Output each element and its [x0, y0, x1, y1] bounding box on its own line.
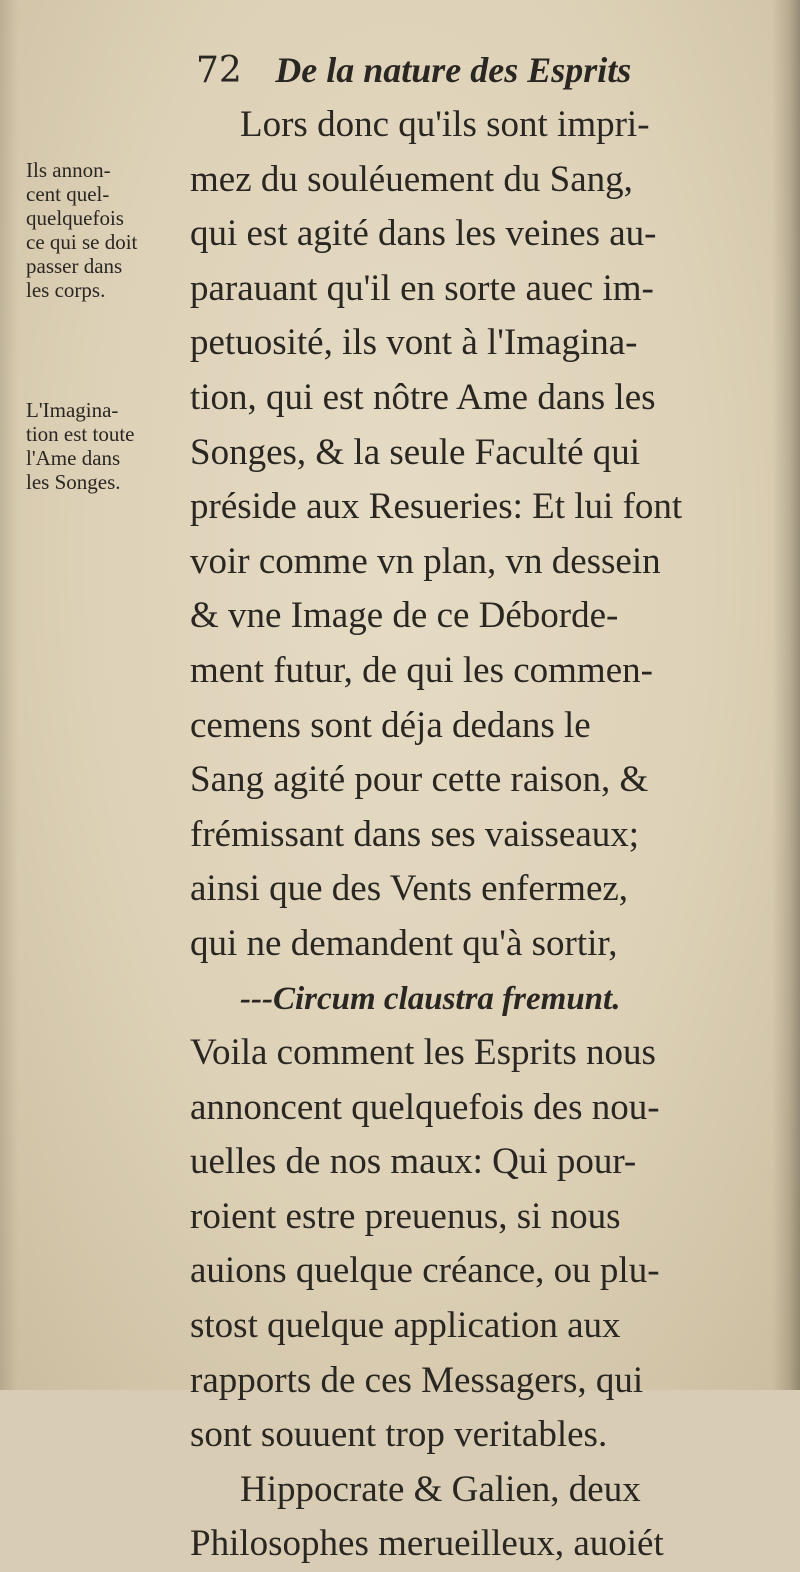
text-line: Lors donc qu'ils sont impri-	[240, 104, 650, 145]
text-line: stost quelque application aux	[190, 1305, 621, 1347]
text-line: Sang agité pour cette raison, &	[190, 759, 649, 801]
text-line: rapports de ces Messagers, qui	[190, 1359, 644, 1401]
running-title: De la nature des Esprits	[275, 50, 632, 90]
margin-note-line: les corps.	[26, 278, 106, 302]
margin-note-2	[26, 398, 196, 494]
text-line: Hippocrate & Galien, deux	[240, 1468, 641, 1510]
text-line: Songes, & la seule Faculté qui	[190, 431, 641, 473]
margin-note-line: quelquefois	[26, 206, 124, 230]
text-line: petuosité, ils vont à l'Imagina-	[190, 322, 638, 364]
text-line: cemens sont déja dedans le	[190, 704, 591, 746]
text-line: auions quelque créance, ou plu-	[190, 1250, 660, 1292]
text-line: ainsi que des Vents enfermez,	[190, 868, 629, 910]
text-line: qui est agité dans les veines au-	[190, 213, 657, 255]
text-line: annoncent quelquefois des nou-	[190, 1086, 660, 1128]
page-shadow-left	[0, 0, 18, 1390]
running-header	[196, 44, 756, 96]
margin-note-line: passer dans	[26, 254, 123, 278]
text-line: sont souuent trop veritables.	[190, 1414, 608, 1456]
text-line: voir comme vn plan, vn dessein	[190, 540, 661, 582]
margin-note-line: L'Imagina-	[26, 398, 119, 422]
text-line: frémissant dans ses vaisseaux;	[190, 813, 640, 855]
margin-note-line: ce qui se doit	[26, 230, 138, 254]
margin-note-1	[26, 158, 196, 302]
body-text	[190, 98, 710, 1572]
margin-note-line: l'Ame dans	[26, 446, 121, 470]
margin-note-line: cent quel-	[26, 182, 110, 206]
margin-note-line: les Songes.	[26, 470, 121, 494]
text-line: Philosophes merueilleux, auoiét	[190, 1523, 664, 1565]
margin-note-line: tion est toute	[26, 422, 135, 446]
text-line: mez du souléuement du Sang,	[190, 158, 633, 200]
text-line: & vne Image de ce Déborde-	[190, 595, 619, 637]
text-line: uelles de nos maux: Qui pour-	[190, 1141, 637, 1183]
latin-quotation: ---Circum claustra fremunt.	[240, 980, 621, 1017]
page-shadow-right	[772, 0, 800, 1390]
text-line: qui ne demandent qu'à sortir,	[190, 922, 618, 964]
text-line: parauant qu'il en sorte auec im-	[190, 267, 654, 309]
text-line: roient estre preuenus, si nous	[190, 1195, 621, 1237]
text-line: préside aux Resueries: Et lui font	[190, 486, 683, 528]
page-number: 72	[196, 50, 242, 91]
text-line: ment futur, de qui les commen-	[190, 649, 653, 691]
margin-note-line: Ils annon-	[26, 158, 111, 182]
text-line: Voila comment les Esprits nous	[190, 1032, 656, 1074]
text-line: tion, qui est nôtre Ame dans les	[190, 376, 656, 418]
